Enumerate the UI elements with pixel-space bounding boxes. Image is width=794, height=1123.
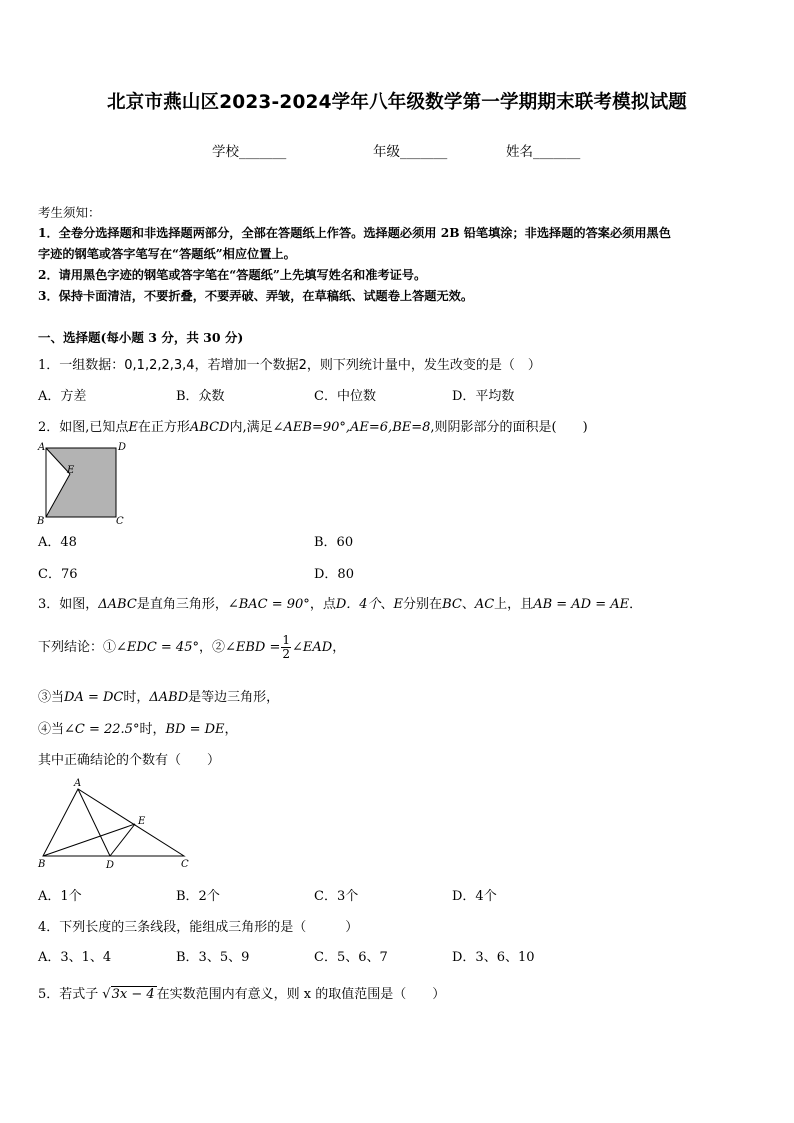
q1-option-a[interactable]: A．方差 xyxy=(38,389,87,404)
q3-conclusion-3: ③当DA = DC时，ΔABD是等边三角形， xyxy=(38,690,280,705)
section-heading: 一、选择题(每小题 3 分，共 30 分) xyxy=(38,330,244,345)
name-field: 姓名_______ xyxy=(506,144,581,160)
label-e: E xyxy=(138,816,146,827)
fraction-one-half: $\frac{1}{2}$ xyxy=(282,633,291,661)
notice-line-1: 1．全卷分选择题和非选择题两部分，全部在答题纸上作答。选择题必须用 2B 铅笔填涂；非选择题的答案必须用黑色 xyxy=(38,226,671,240)
q2-option-a[interactable]: A．48 xyxy=(38,535,77,550)
q2-option-d[interactable]: D．80 xyxy=(314,567,354,582)
school-field: 学校_______ xyxy=(212,144,287,160)
label-b: B xyxy=(38,859,46,870)
q4-option-a[interactable]: A．3、1、4 xyxy=(38,950,112,965)
notice-line-1b: 字迹的钢笔或答字笔写在“答题纸”相应位置上。 xyxy=(38,247,296,261)
question-3-stem: 3．如图，ΔABC是直角三角形，∠BAC = 90°，点D．4个、E分别在BC、AC上，且AB = AD = AE． xyxy=(38,597,643,612)
question-2-stem: 2．如图,已知点E在正方形ABCD内,满足∠AEB=90°,AE=6,BE=8,则阴影部分的面积是( ) xyxy=(38,420,588,435)
notice-line-2: 2．请用黑色字迹的钢笔或答字笔在“答题纸”上先填写姓名和准考证号。 xyxy=(38,268,427,282)
q3-option-b[interactable]: B．2个 xyxy=(176,889,220,904)
shaded-region xyxy=(46,448,116,517)
q1-option-b[interactable]: B．众数 xyxy=(176,389,225,404)
label-d: D xyxy=(106,860,115,871)
q3-option-d[interactable]: D．4个 xyxy=(452,889,497,904)
q3-option-a[interactable]: A．1个 xyxy=(38,889,82,904)
page-title: 北京市燕山区2023-2024学年八年级数学第一学期期末联考模拟试题 xyxy=(107,92,687,113)
grade-field: 年级_______ xyxy=(373,144,448,160)
label-a: A xyxy=(74,778,82,789)
question-4-stem: 4．下列长度的三条线段，能组成三角形的是（ ） xyxy=(38,920,359,935)
square-figure xyxy=(34,440,134,528)
q2-option-b[interactable]: B．60 xyxy=(314,535,354,550)
question-5-stem: 5．若式子 √3x − 4 在实数范围内有意义，则 x 的取值范围是（ ） xyxy=(38,987,446,1002)
notice-heading: 考生须知： xyxy=(38,205,101,220)
q3-option-c[interactable]: C．3个 xyxy=(314,889,359,904)
triangle-figure xyxy=(34,776,194,872)
sqrt-expression: 3x − 4 xyxy=(111,987,155,1002)
q4-option-d[interactable]: D．3、6、10 xyxy=(452,950,535,965)
label-a: A xyxy=(38,442,46,453)
q4-option-c[interactable]: C．5、6、7 xyxy=(314,950,388,965)
q1-option-c[interactable]: C．中位数 xyxy=(314,389,376,404)
label-c: C xyxy=(116,516,124,527)
label-c: C xyxy=(181,859,189,870)
label-b: B xyxy=(37,516,45,527)
q3-conclusion-4: ④当∠C = 22.5°时，BD = DE， xyxy=(38,722,238,737)
q3-conclusions-1-2: 下列结论：①∠EDC = 45°，②∠EBD = $\frac{1}{2}$ ∠EAD， xyxy=(38,633,346,661)
q1-option-d[interactable]: D．平均数 xyxy=(452,389,515,404)
label-d: D xyxy=(118,442,127,453)
label-e: E xyxy=(67,465,75,476)
sqrt-sign: √ xyxy=(102,987,111,1002)
q2-option-c[interactable]: C．76 xyxy=(38,567,78,582)
triangle-abc xyxy=(43,789,184,856)
q3-question: 其中正确结论的个数有（ ） xyxy=(38,753,221,768)
q4-option-b[interactable]: B．3、5、9 xyxy=(176,950,250,965)
question-1-stem: 1．一组数据：0,1,2,2,3,4，若增加一个数据2，则下列统计量中，发生改变的是（ ） xyxy=(38,358,541,373)
notice-line-3: 3．保持卡面清洁，不要折叠，不要弄破、弄皱，在草稿纸、试题卷上答题无效。 xyxy=(38,289,474,303)
